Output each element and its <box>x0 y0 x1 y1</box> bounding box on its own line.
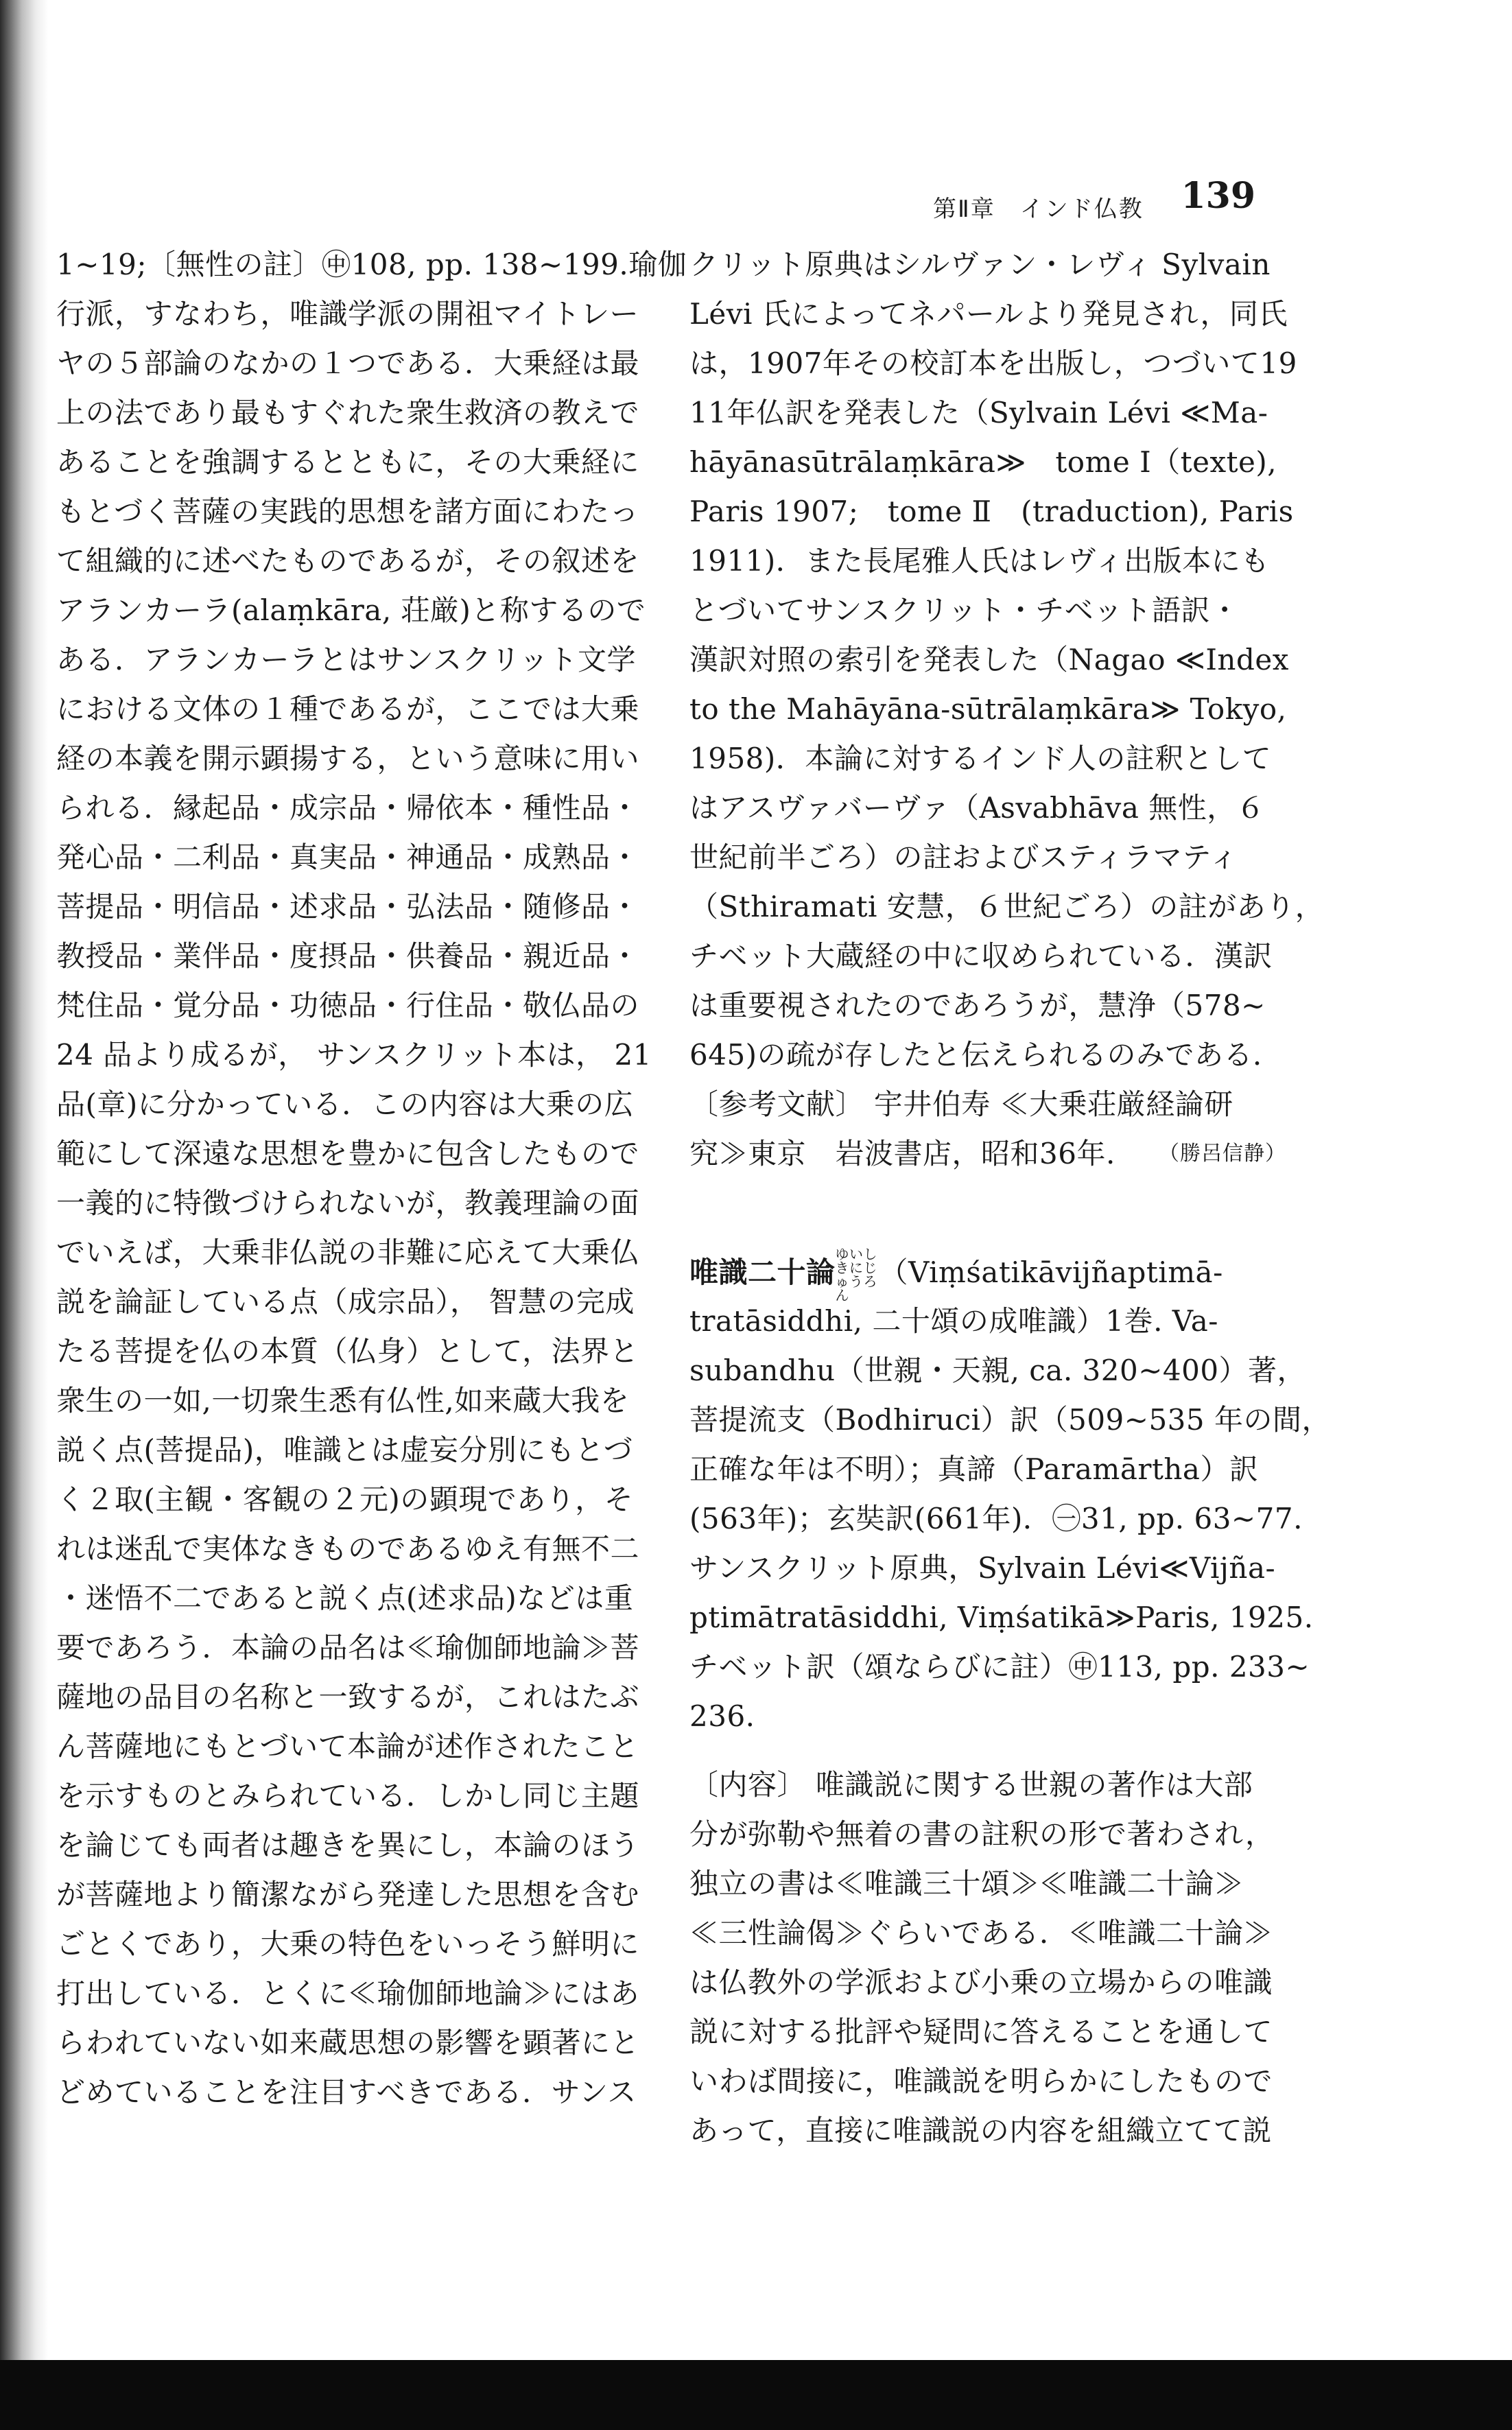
left-text-line: における文体の１種であるが，ここでは大乗 <box>56 692 640 726</box>
left-text-line: 菩提品・明信品・述求品・弘法品・随修品・ <box>56 890 640 923</box>
left-text-line: らわれていない如来蔵思想の影響を顕著にと <box>56 2026 640 2060</box>
right-text-line: 1911)．また長尾雅人氏はレヴィ出版本にも <box>689 544 1270 578</box>
left-text-line: 要であろう．本論の品名は≪瑜伽師地論≫菩 <box>56 1631 640 1664</box>
right-text-line: とづいてサンスクリット・チベット語訳・ <box>689 593 1240 627</box>
entry-text-line: (563年)；玄奘訳(661年)．㊀31, pp. 63~77. <box>689 1502 1303 1535</box>
content-text-line: 分が弥勒や無着の書の註釈の形で著わされ， <box>689 1817 1275 1851</box>
left-text-line: 品(章)に分かっている．この内容は大乗の広 <box>56 1087 634 1121</box>
left-text-line: 説を論証している点（成宗品）， 智慧の完成 <box>56 1285 635 1319</box>
left-text-line: でいえば，大乗非仏説の非難に応えて大乗仏 <box>56 1236 640 1269</box>
section-gap-small <box>689 1741 1286 1760</box>
left-text-line: 範にして深遠な思想を豊かに包含したもので <box>56 1137 640 1170</box>
entry-text-line: subandhu（世親・天親, ca. 320~400）著， <box>689 1354 1307 1387</box>
entry-line-0: （Viṃśatikāvijñaptimā- <box>879 1255 1223 1289</box>
left-text-line: もとづく菩薩の実践的思想を諸方面にわたっ <box>56 495 639 528</box>
entry-text-line: tratāsiddhi, 二十頌の成唯識）1巻. Va- <box>689 1304 1218 1338</box>
entry-text-line: 236. <box>689 1699 755 1733</box>
left-text-line: 経の本義を開示顕揚する，という意味に用い <box>56 742 640 775</box>
left-text-line: られる．縁起品・成宗品・帰依本・種性品・ <box>56 791 640 825</box>
entry-text-line: ptimātratāsiddhi, Viṃśatikā≫Paris, 1925. <box>689 1601 1314 1634</box>
left-text-line: れは迷乱で実体なきものであるゆえ有無不二 <box>56 1532 640 1566</box>
right-text-line: 世紀前半ごろ）の註およびスティラマティ <box>689 840 1238 874</box>
right-text-line: 645)の疏が存したと伝えられるのみである． <box>689 1038 1282 1072</box>
entry-text-line: サンスクリット原典，Sylvain Lévi≪Vijña- <box>689 1551 1276 1585</box>
content-text-line: は仏教外の学派および小乗の立場からの唯識 <box>689 1966 1273 1999</box>
left-text-line: 発心品・二利品・真実品・神通品・成熟品・ <box>56 840 640 874</box>
left-text-line: どめていることを注目すべきである．サンス <box>56 2075 637 2109</box>
right-text-line: hāyānasūtrālaṃkāra≫ tome Ⅰ（texte), <box>689 445 1277 479</box>
left-text-line: 打出している．とくに≪瑜伽師地論≫にはあ <box>56 1977 640 2010</box>
right-text-line: to the Mahāyāna-sūtrālaṃkāra≫ Tokyo, <box>689 692 1287 726</box>
content-text-line: 独立の書は≪唯識三十頌≫≪唯識二十論≫ <box>689 1867 1244 1900</box>
section-gap <box>689 1179 1286 1247</box>
right-text-line: はアスヴァバーヴァ（Asvabhāva 無性，６ <box>689 791 1266 825</box>
right-text-line: チベット大蔵経の中に収められている．漢訳 <box>689 939 1273 973</box>
entry-block <box>689 1246 1331 1741</box>
left-text-line: 上の法であり最もすぐれた衆生救済の教えで <box>56 396 640 429</box>
left-text-line: ごとくであり，大乗の特色をいっそう鮮明に <box>56 1927 640 1961</box>
left-text-line: 衆生の一如,一切衆生悉有仏性,如来蔵大我を <box>56 1384 630 1417</box>
right-text-line: は，1907年その校訂本を出版し，つづいて19 <box>689 346 1297 380</box>
left-text-line: 行派，すなわち，唯識学派の開祖マイトレー <box>56 297 639 331</box>
entry-head-line <box>689 1246 1286 1304</box>
right-column <box>689 240 1331 2156</box>
left-text-line: アランカーラ(alaṃkāra, 荘厳)と称するので <box>56 593 646 627</box>
reference-last-line <box>689 1129 1286 1179</box>
left-text-line: ヤの５部論のなかの１つである．大乗経は最 <box>56 346 640 380</box>
left-text-line: ある．アランカーラとはサンスクリット文学 <box>56 643 636 676</box>
content-text-line: 説に対する批評や疑問に答えることを通して <box>689 2015 1273 2049</box>
entry-title: 唯識二十論 <box>689 1255 836 1289</box>
entry-text-line: チベット訳（頌ならびに註）㊥113, pp. 233~ <box>689 1650 1310 1684</box>
right-text-line: （Sthiramati 安慧，６世紀ごろ）の註があり， <box>689 890 1325 923</box>
left-text-line: 教授品・業伴品・度摂品・供養品・親近品・ <box>56 939 640 973</box>
entry-reading: ゆいしきにじゅうろん <box>835 1246 878 1304</box>
left-text-line: が菩薩地より簡潔ながら発達した思想を含む <box>56 1878 640 1911</box>
left-text-line: 1~19;〔無性の註〕㊥108, pp. 138~199.瑜伽 <box>56 248 687 281</box>
right-text-line: Paris 1907; tome Ⅱ (traduction), Paris <box>689 495 1294 528</box>
chapter-title: 第Ⅱ章 インド仏教 <box>933 196 1144 223</box>
scan-bottom-bar <box>0 2360 1512 2430</box>
left-text-line: を示すものとみられている．しかし同じ主題 <box>56 1779 640 1813</box>
left-text-line: て組織的に述べたものであるが，その叙述を <box>56 544 640 578</box>
right-column-top-text <box>689 240 1325 1129</box>
left-text-line: 24 品より成るが， サンスクリット本は， 21 <box>56 1038 652 1072</box>
left-text-line: ・迷悟不二であると説く点(述求品)などは重 <box>56 1581 634 1615</box>
content-block <box>689 1760 1286 2156</box>
entry-text-line: 正確な年は不明）；真諦（Paramārtha）訳 <box>689 1452 1259 1486</box>
reference-author: （勝呂信静） <box>1159 1142 1286 1166</box>
right-text-line: 1958)．本論に対するインド人の註釈として <box>689 742 1272 775</box>
entry-text-line: 菩提流支（Bodhiruci）訳（509~535 年の間， <box>689 1403 1331 1437</box>
left-column <box>56 240 687 2117</box>
right-text-line: 漢訳対照の索引を発表した（Nagao ≪Index <box>689 643 1289 676</box>
right-text-line: 〔参考文献〕 宇井伯寿 ≪大乗荘厳経論研 <box>689 1087 1233 1121</box>
page-edge-shadow <box>0 0 48 2430</box>
left-text-line: あることを強調するとともに，その大乗経に <box>56 445 640 479</box>
running-head <box>933 175 1255 223</box>
left-text-line: ん菩薩地にもとづいて本論が述作されたこと <box>56 1730 639 1763</box>
right-text-line: クリット原典はシルヴァン・レヴィ Sylvain <box>689 248 1271 281</box>
right-text-line: は重要視されたのであろうが，慧浄（578~ <box>689 989 1266 1022</box>
left-text-line: 説く点(菩提品)，唯識とは虚妄分別にもとづ <box>56 1433 633 1467</box>
page-number: 139 <box>1181 175 1255 217</box>
entry-lines <box>689 1297 1331 1741</box>
left-text-line: 梵住品・覚分品・功徳品・行住品・敬仏品の <box>56 989 640 1022</box>
content-text-line: 〔内容〕 唯識説に関する世親の著作は大部 <box>689 1768 1253 1802</box>
left-text-line: たる菩提を仏の本質（仏身）として，法界と <box>56 1334 639 1368</box>
content-text-line: ≪三性論偈≫ぐらいである．≪唯識二十論≫ <box>689 1916 1273 1950</box>
reference-text: 究≫東京 岩波書店，昭和36年. <box>689 1137 1115 1170</box>
left-text-line: 薩地の品目の名称と一致するが，これはたぶ <box>56 1680 640 1714</box>
content-text-line: あって，直接に唯識説の内容を組織立てて説 <box>689 2114 1272 2147</box>
left-text-line: を論じても両者は趣きを異にし，本論のほう <box>56 1828 640 1862</box>
right-text-line: 11年仏訳を発表した（Sylvain Lévi ≪Ma- <box>689 396 1268 429</box>
left-text-line: く２取(主観・客観の２元)の顕現であり，そ <box>56 1483 634 1516</box>
content-text-line: いわば間接に，唯識説を明らかにしたもので <box>689 2064 1273 2098</box>
right-text-line: Lévi 氏によってネパールより発見され，同氏 <box>689 297 1288 331</box>
left-text-line: 一義的に特徴づけられないが，教義理論の面 <box>56 1186 640 1220</box>
